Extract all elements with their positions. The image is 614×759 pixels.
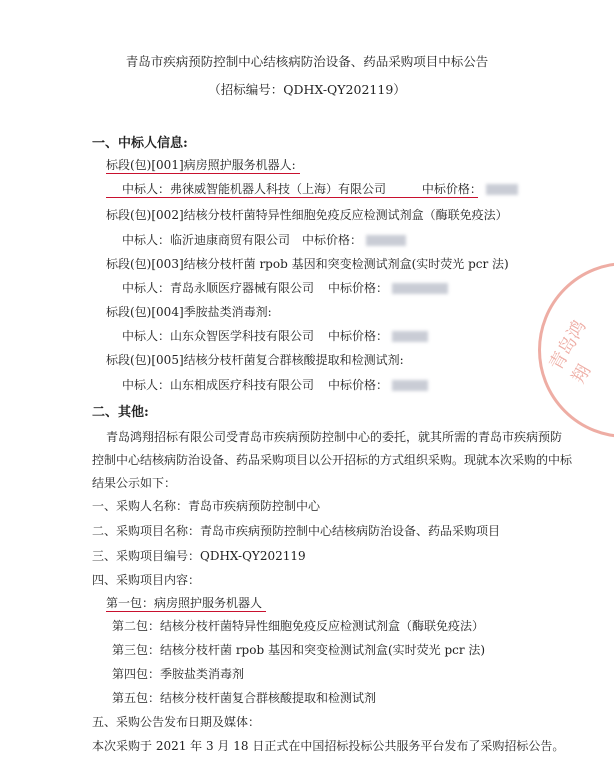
intro-line-2: 控制中心结核病防治设备、药品采购项目以公开招标的方式组织采购。现就本次采购的中标 bbox=[92, 453, 573, 467]
lot-4-winner: 中标人：山东众智医学科技有限公司 bbox=[122, 329, 315, 343]
lot-1-winner-row bbox=[106, 180, 482, 198]
lot-2-winner: 中标人：临沂迪康商贸有限公司 bbox=[122, 233, 291, 247]
lot-1-winner: 中标人：弗徕威智能机器人科技（上海）有限公司 bbox=[122, 182, 387, 196]
lot-5-price-label: 中标价格： bbox=[328, 378, 389, 392]
lot-1-price-redacted bbox=[486, 184, 518, 195]
lot-1-price-label: 中标价格： bbox=[421, 182, 482, 196]
lot-3-winner: 中标人：青岛永顺医疗器械有限公司 bbox=[122, 281, 315, 295]
lot-4-title: 标段(包)[004]季胺盐类消毒剂: bbox=[106, 305, 272, 319]
package-2: 第二包：结核分枝杆菌特异性细胞免疫反应检测试剂盒（酶联免疫法） bbox=[112, 619, 485, 633]
intro-line-1: 青岛鸿翔招标有限公司受青岛市疾病预防控制中心的委托，就其所需的青岛市疾病预防 bbox=[106, 430, 563, 444]
bid-number: （招标编号：QDHX-QY202119） bbox=[208, 82, 406, 97]
lot-5-price bbox=[328, 376, 428, 393]
lot-1-title: 标段(包)[001]病房照护服务机器人: bbox=[106, 156, 300, 174]
item-project-content: 四、采购项目内容： bbox=[92, 573, 201, 587]
lot-5-price-redacted bbox=[392, 380, 428, 391]
package-1: 第一包：病房照护服务机器人 bbox=[106, 594, 266, 612]
item-publish-info: 五、采购公告发布日期及媒体： bbox=[92, 715, 261, 729]
seal-text: 青岛鸿翔 bbox=[545, 316, 596, 388]
package-4: 第四包：季胺盐类消毒剂 bbox=[112, 667, 245, 681]
lot-3-price-redacted bbox=[392, 283, 448, 294]
lot-5-title: 标段(包)[005]结核分枝杆菌复合群核酸提取和检测试剂: bbox=[106, 353, 404, 367]
lot-2-price-label: 中标价格： bbox=[302, 233, 363, 247]
package-5: 第五包：结核分枝杆菌复合群核酸提取和检测试剂 bbox=[112, 691, 377, 705]
lot-3-price-label: 中标价格： bbox=[328, 281, 389, 295]
lot-3-price bbox=[328, 279, 448, 296]
lot-4-price-redacted bbox=[392, 331, 428, 342]
lot-4-price bbox=[328, 327, 428, 344]
final-line: 本次采购于 2021 年 3 月 18 日正式在中国招标投标公共服务平台发布了采购招标公告。 bbox=[92, 739, 565, 753]
lot-2-title: 标段(包)[002]结核分枝杆菌特异性细胞免疫反应检测试剂盒（酶联免疫法） bbox=[106, 208, 508, 222]
lot-2-price-redacted bbox=[366, 235, 406, 246]
doc-title: 青岛市疾病预防控制中心结核病防治设备、药品采购项目中标公告 bbox=[125, 54, 489, 69]
lot-3-title: 标段(包)[003]结核分枝杆菌 rpob 基因和突变检测试剂盒(实时荧光 pcr 法) bbox=[106, 257, 509, 271]
lot-5-winner: 中标人：山东相成医疗科技有限公司 bbox=[122, 378, 315, 392]
item-purchaser: 一、采购人名称：青岛市疾病预防控制中心 bbox=[92, 499, 321, 513]
item-project-number: 三、采购项目编号：QDHX-QY202119 bbox=[92, 549, 306, 563]
section2-heading: 二、其他: bbox=[92, 405, 149, 420]
package-3: 第三包：结核分枝杆菌 rpob 基因和突变检测试剂盒(实时荧光 pcr 法) bbox=[112, 643, 486, 657]
lot-2-price bbox=[302, 231, 406, 248]
section1-heading: 一、中标人信息: bbox=[92, 136, 188, 151]
intro-line-3: 结果公示如下： bbox=[92, 476, 177, 490]
lot-4-price-label: 中标价格： bbox=[328, 329, 389, 343]
item-project-name: 二、采购项目名称：青岛市疾病预防控制中心结核病防治设备、药品采购项目 bbox=[92, 524, 501, 538]
